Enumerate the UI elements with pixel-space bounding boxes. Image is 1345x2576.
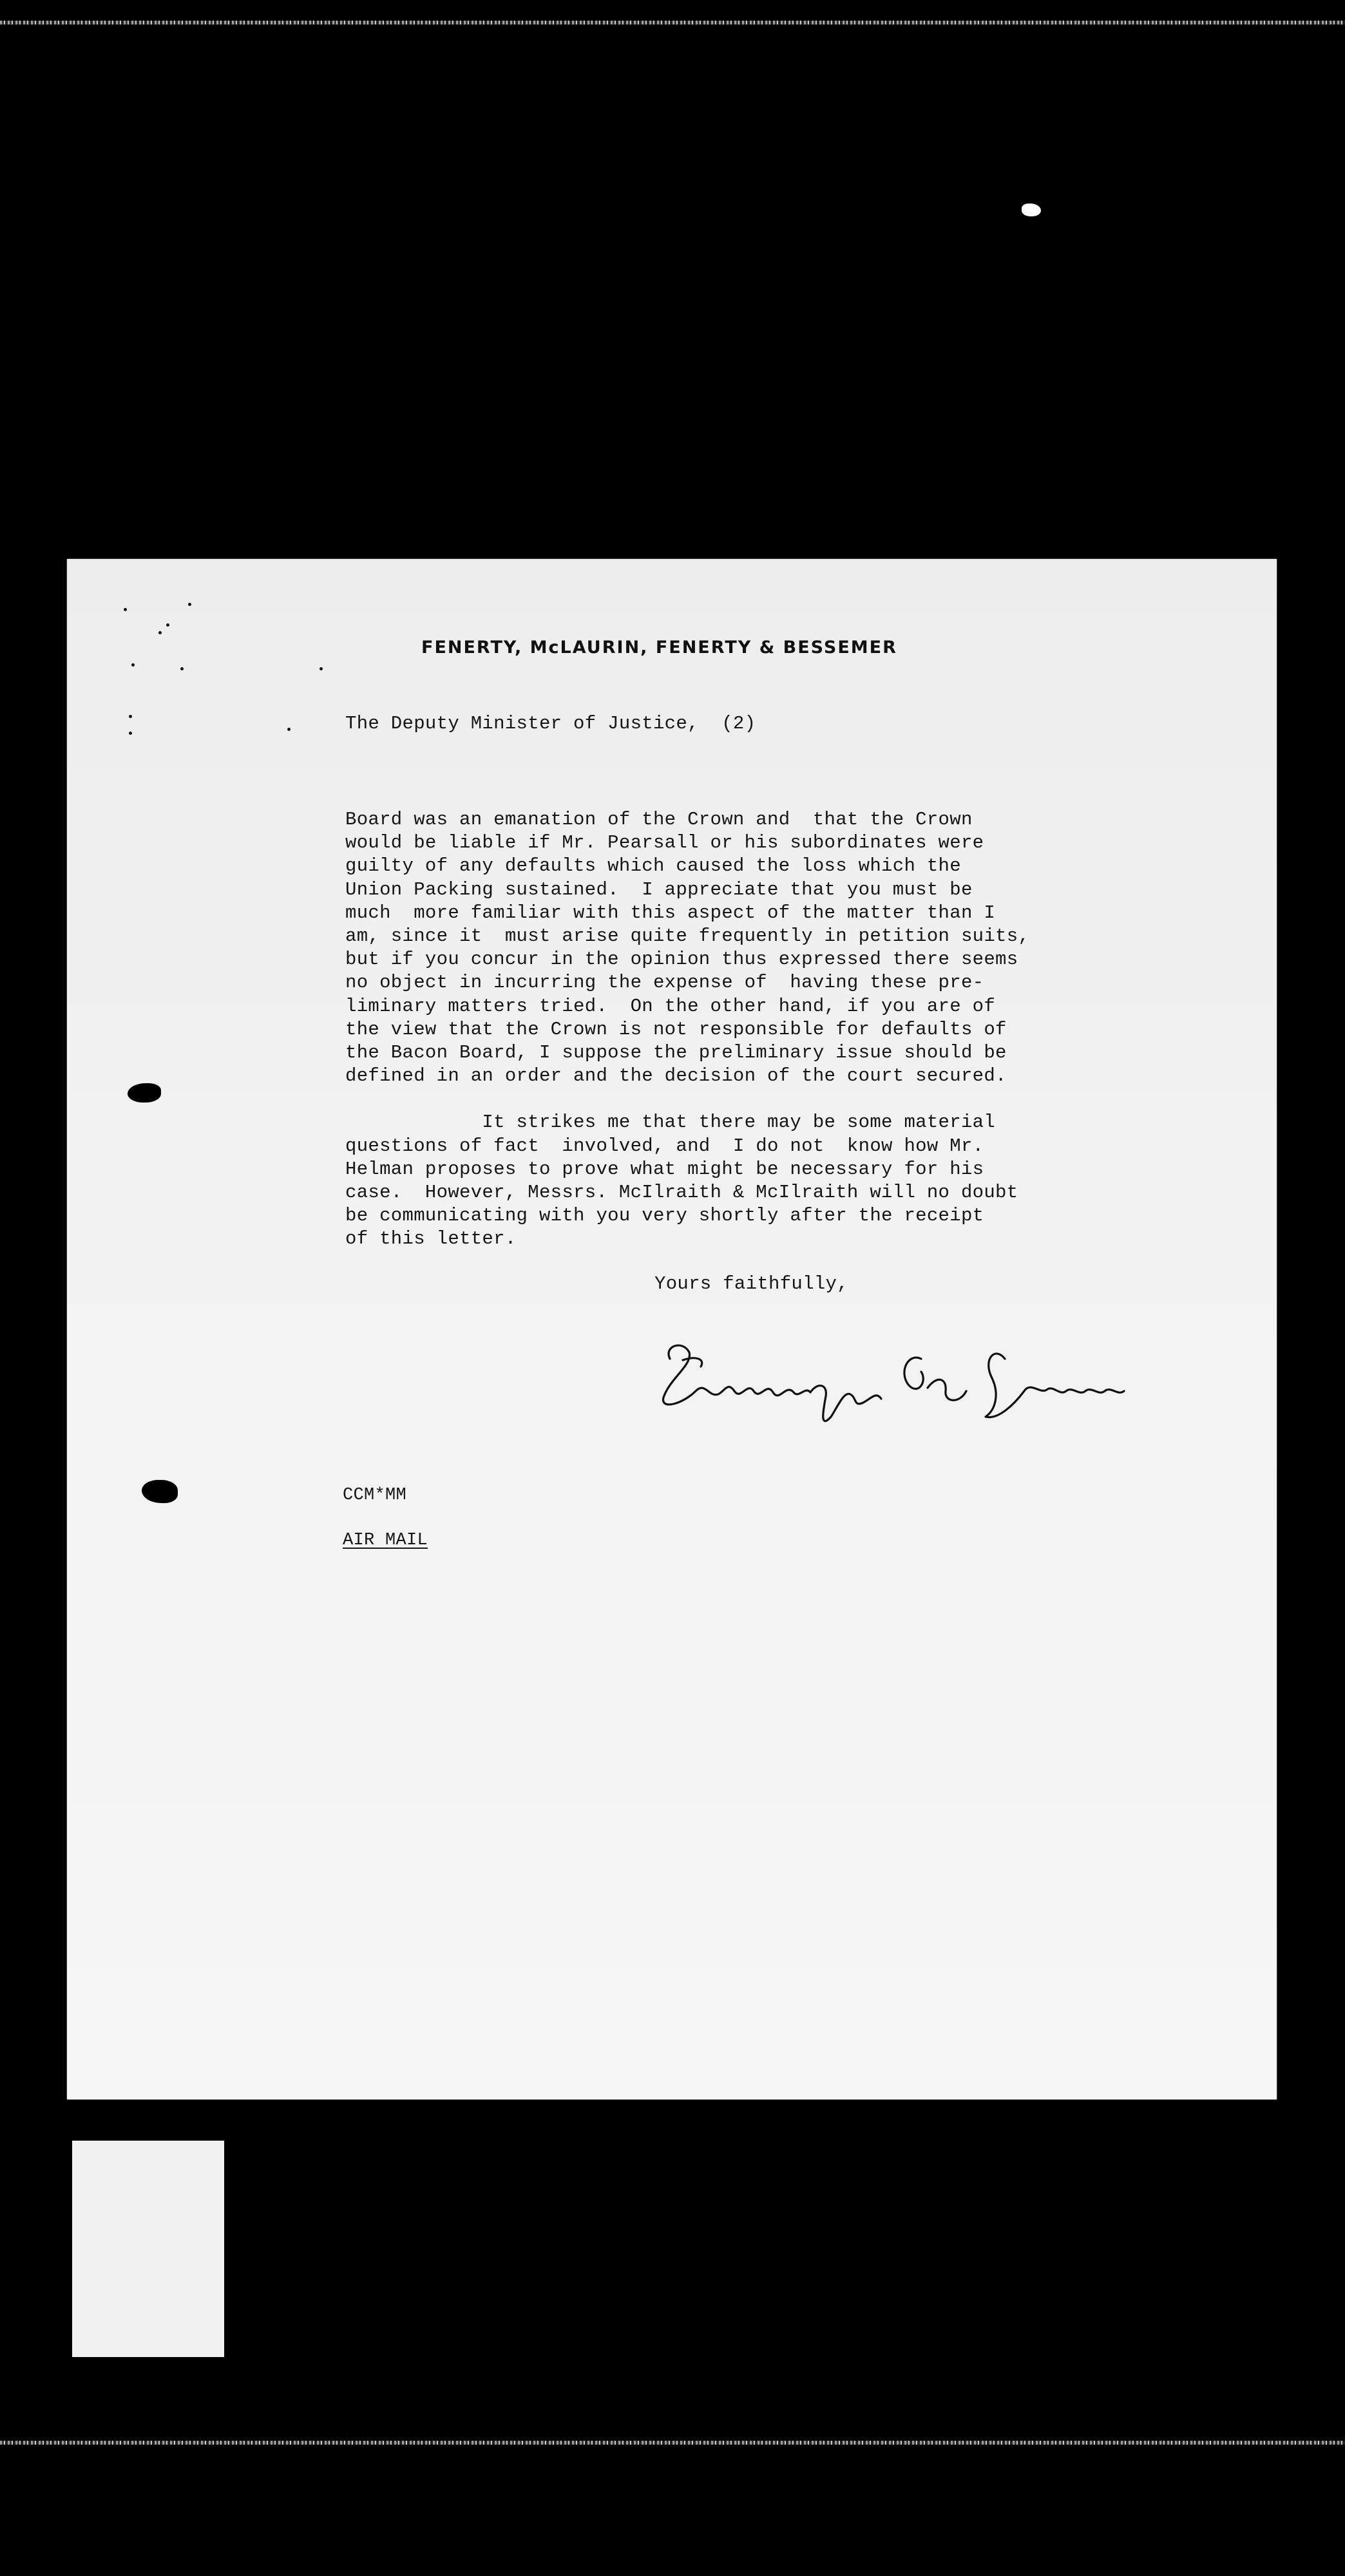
scan-speck [287,728,291,731]
typist-initials: CCM*MM [343,1486,407,1505]
scan-speck [166,623,169,627]
scan-speck [129,732,132,735]
scan-speck [158,631,162,634]
film-blemish [1022,204,1041,216]
ink-blot [128,1083,161,1103]
scan-speck [188,603,191,606]
film-edge-bottom [0,2441,1345,2445]
scan-speck [131,663,135,667]
scan-speck [180,667,184,670]
closing: Yours faithfully, [654,1273,848,1294]
scan-speck [129,715,132,718]
body-paragraph: Board was an emanation of the Crown and that the Crown would be liable if Mr. Pearsall or his subordinates were guilty of any defaults which caused the loss which the Union Packing sustained. I appreciate that you must be much more familiar with this aspect of the matter than I am, since it must arise quite frequently in petition suits, but if you concur in the opinion thus expressed there seems no object in incurring the expense of having these pre- liminary matters tried. On the other hand, if you are of the view that the Crown is not responsible for defaults of the Bacon Board, I suppose the preliminary issue should be defined in an order and the decision of the court secured. [345,809,1030,1087]
scan-speck [124,608,127,611]
handwritten-signature [644,1320,1224,1436]
delivery-notation: AIR MAIL [343,1531,428,1550]
letter-body [345,808,1029,1251]
paper-slip [72,2141,224,2357]
letterhead: FENERTY, McLAURIN, FENERTY & BESSEMER [421,638,897,658]
film-edge-top [0,21,1345,24]
recipient-line: The Deputy Minister of Justice, (2) [345,713,756,734]
scan-speck [320,667,323,670]
body-paragraph: It strikes me that there may be some material questions of fact involved, and I do not know how Mr. Helman proposes to prove what might be necessary for his case. However, Messrs. McIlraith & McIlraith will no doubt be communicating with you very shortly after the receipt of this letter. [345,1112,1018,1250]
